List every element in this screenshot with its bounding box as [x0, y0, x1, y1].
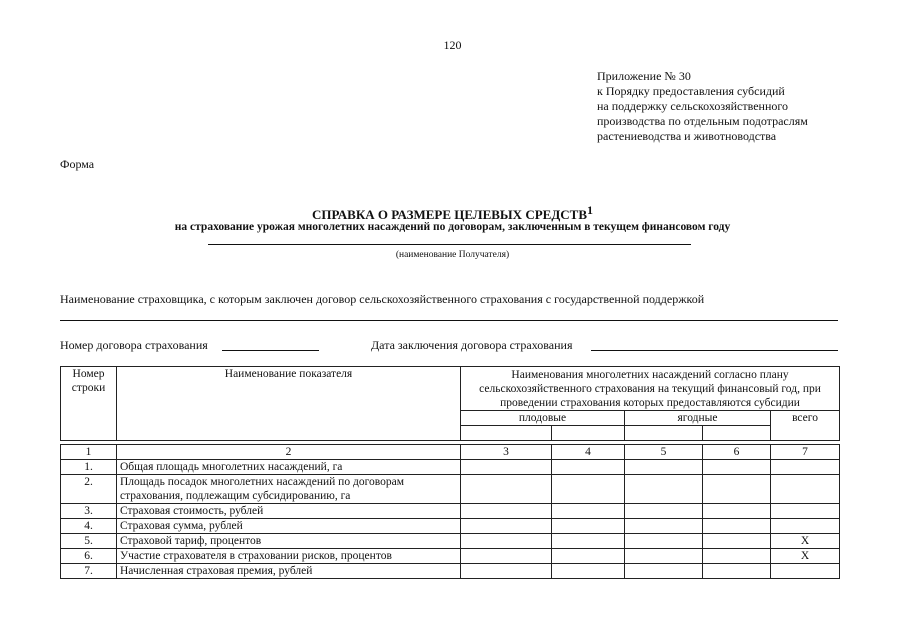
value-cell [625, 549, 703, 564]
table-row [61, 460, 840, 475]
value-cell [703, 504, 771, 519]
table-header-row [61, 367, 840, 411]
value-cell [703, 460, 771, 475]
value-cell [625, 564, 703, 579]
table-row [61, 564, 840, 579]
row-number: 5. [61, 534, 117, 549]
value-cell [552, 475, 625, 504]
row-indicator: Площадь посадок многолетних насаждений по договорам страхования, подлежащим субсидированию, га [117, 475, 461, 504]
total-cell [771, 519, 840, 534]
total-cell [771, 564, 840, 579]
contract-number-label: Номер договора страхования [60, 338, 208, 352]
value-cell [625, 475, 703, 504]
row-indicator: Участие страхователя в страховании рисков, процентов [117, 549, 461, 564]
header-blank-cell [461, 426, 552, 441]
value-cell [703, 475, 771, 504]
value-cell [552, 519, 625, 534]
value-cell [703, 534, 771, 549]
header-row-no: Номер строки [61, 367, 117, 441]
header-group: Наименования многолетних насаждений согласно плану сельскохозяйственного страхования на текущий финансовый год, при проведении страхования которых предоставляются субсидии [461, 367, 840, 411]
annex-line: производства по отдельным подотраслям [597, 114, 808, 128]
row-indicator: Страховая стоимость, рублей [117, 504, 461, 519]
contract-date-label: Дата заключения договора страхования [371, 338, 573, 352]
column-number: 5 [625, 445, 703, 460]
column-number: 7 [771, 445, 840, 460]
header-indicator: Наименование показателя [117, 367, 461, 441]
row-number: 2. [61, 475, 117, 504]
value-cell [461, 534, 552, 549]
total-cell [771, 460, 840, 475]
header-total: всего [771, 411, 840, 441]
value-cell [703, 519, 771, 534]
total-cell: X [771, 534, 840, 549]
row-indicator: Страховой тариф, процентов [117, 534, 461, 549]
contract-number-line [222, 350, 319, 351]
value-cell [625, 534, 703, 549]
value-cell [552, 564, 625, 579]
annex-block [597, 69, 808, 144]
row-number: 7. [61, 564, 117, 579]
header-blank-cell [625, 426, 703, 441]
row-number: 1. [61, 460, 117, 475]
header-fruit: плодовые [461, 411, 625, 426]
value-cell [552, 460, 625, 475]
title-footnote: 1 [587, 203, 593, 217]
annex-line: на поддержку сельскохозяйственного [597, 99, 789, 113]
value-cell [552, 549, 625, 564]
value-cell [461, 549, 552, 564]
title-text: СПРАВКА О РАЗМЕРЕ ЦЕЛЕВЫХ СРЕДСТВ [312, 207, 587, 222]
header-berry: ягодные [625, 411, 771, 426]
total-cell [771, 475, 840, 504]
document-title [0, 203, 905, 223]
row-indicator: Страховая сумма, рублей [117, 519, 461, 534]
value-cell [703, 564, 771, 579]
value-cell [625, 519, 703, 534]
total-cell [771, 504, 840, 519]
table-row [61, 534, 840, 549]
subsidy-table [60, 366, 840, 579]
value-cell [552, 504, 625, 519]
column-number: 4 [552, 445, 625, 460]
value-cell [625, 460, 703, 475]
value-cell [461, 519, 552, 534]
annex-line: Приложение № 30 [597, 69, 691, 83]
value-cell [703, 549, 771, 564]
insurer-label: Наименование страховщика, с которым заключен договор сельскохозяйственного страхования с государственной поддержкой [60, 292, 705, 306]
recipient-caption: (наименование Получателя) [395, 250, 510, 260]
form-label: Форма [60, 157, 95, 171]
row-number: 6. [61, 549, 117, 564]
table-row [61, 549, 840, 564]
table-row [61, 504, 840, 519]
column-number-row [61, 445, 840, 460]
table-row [61, 519, 840, 534]
column-number: 3 [461, 445, 552, 460]
column-number: 1 [61, 445, 117, 460]
row-number: 4. [61, 519, 117, 534]
recipient-line [208, 244, 691, 245]
annex-line: к Порядку предоставления субсидий [597, 84, 785, 98]
header-blank-cell [552, 426, 625, 441]
row-number: 3. [61, 504, 117, 519]
value-cell [461, 475, 552, 504]
document-subtitle: на страхование урожая многолетних насаждений по договорам, заключенным в текущем финансовом году [174, 221, 731, 233]
value-cell [461, 460, 552, 475]
row-indicator: Общая площадь многолетних насаждений, га [117, 460, 461, 475]
contract-date-line [591, 350, 838, 351]
annex-line: растениеводства и животноводства [597, 129, 777, 143]
column-number: 6 [703, 445, 771, 460]
column-number: 2 [117, 445, 461, 460]
value-cell [552, 534, 625, 549]
table-row [61, 475, 840, 504]
page-number: 120 [443, 38, 462, 52]
row-indicator: Начисленная страховая премия, рублей [117, 564, 461, 579]
total-cell: X [771, 549, 840, 564]
value-cell [461, 564, 552, 579]
value-cell [461, 504, 552, 519]
header-blank-cell [703, 426, 771, 441]
value-cell [625, 504, 703, 519]
insurer-line [60, 320, 838, 321]
